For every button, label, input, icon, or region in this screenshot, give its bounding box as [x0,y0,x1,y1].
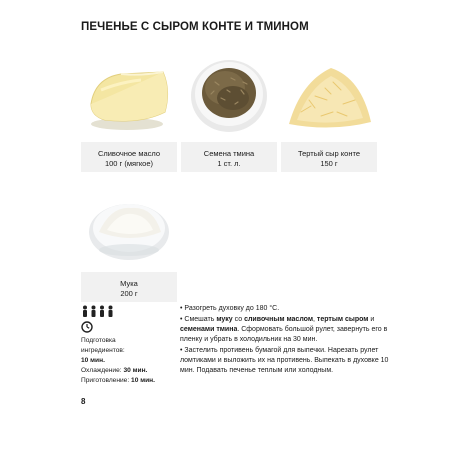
ingredient-qty: 150 г [320,159,338,168]
cooling-row: Охлаждение: 30 мин. [81,367,148,374]
ingredient-card-cheese [281,46,377,172]
butter-image [81,46,177,142]
ingredient-qty: 1 ст. л. [217,159,241,168]
step-1: • Разогреть духовку до 180 °C. [180,305,280,312]
ingredient-card-caraway [181,46,277,172]
recipe-meta [81,304,171,386]
ingredient-card-flour [81,176,177,302]
ingredient-name: Сливочное масло [97,149,161,158]
step-2: • Смешать муку со сливочным маслом, тертым сыром и семенами тмина. Сформовать большой рулет, завернуть его в пленку и убрать в холодильник на 30 мин. [180,316,388,343]
four-people-icon [81,304,171,316]
page-title: ПЕЧЕНЬЕ С СЫРОМ КОНТЕ И ТМИНОМ [81,21,309,33]
ingredient-name: Мука [120,279,138,288]
cooking-row: Приготовление: 10 мин. [81,377,155,384]
page-number: 8 [81,397,86,406]
ingredient-name: Семена тмина [203,149,255,158]
ingredient-card-butter [81,46,177,172]
ingredient-qty: 100 г (мягкое) [104,159,154,168]
prep-value: 10 мин. [81,357,105,364]
clock-icon [81,320,171,332]
ingredient-qty: 200 г [120,289,138,298]
grated-cheese-image [281,46,377,142]
prep-label: Подготовка ингредиентов: [81,337,125,354]
caraway-seeds-image [181,46,277,142]
ingredient-name: Тертый сыр конте [297,149,361,158]
flour-image [81,176,177,272]
recipe-steps [180,304,390,377]
step-3: • Застелить противень бумагой для выпечки. Нарезать рулет ломтиками и выложить их на противень. Выпекать в духовке 10 мин. Подавать печенье теплым или холодным. [180,347,389,374]
